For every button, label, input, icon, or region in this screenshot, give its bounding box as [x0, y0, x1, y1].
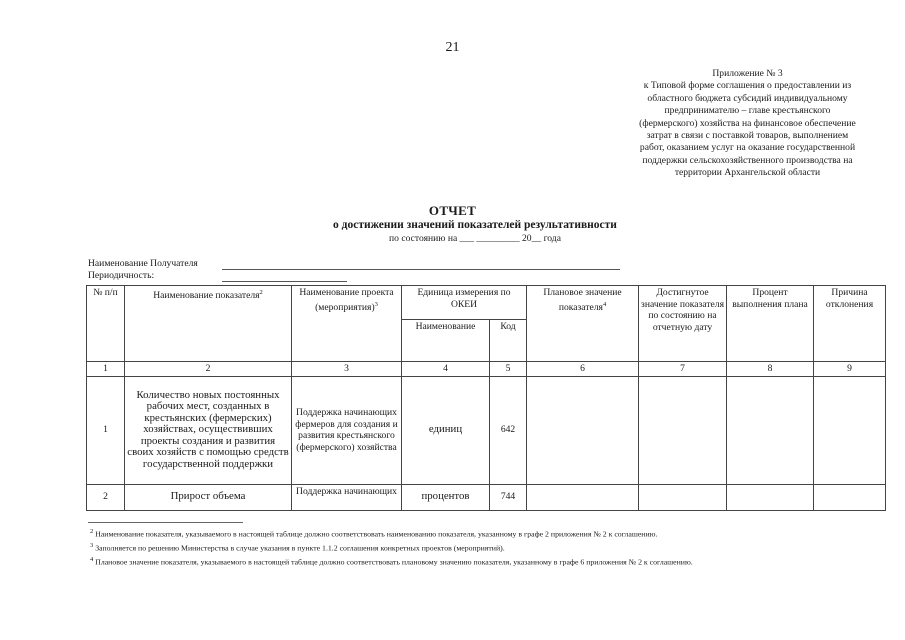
header-unit-name: Наименование	[402, 320, 490, 362]
table-row	[87, 376, 886, 484]
report-date-line: по состоянию на ___ _________ 20__ года	[389, 233, 561, 244]
appendix-line: предпринимателю – главе крестьянского	[664, 105, 831, 117]
header-indicator: Наименование показателя$^2$	[125, 286, 292, 362]
header-achieved: Достигнутое значение показателя по состоянию на отчетную дату	[639, 286, 727, 362]
column-number: 6	[527, 362, 639, 377]
header-project: Наименование проекта (мероприятия)$^3$	[292, 286, 402, 362]
row-achieved[interactable]	[639, 484, 727, 510]
column-numbers-row	[87, 362, 886, 377]
appendix-line: территории Архангельской области	[674, 167, 821, 179]
row-project-text: Поддержка начинающих	[296, 485, 397, 497]
column-number: 9	[814, 362, 886, 377]
header-planned: Плановое значение показателя$^4$	[527, 286, 639, 362]
footnote: $^3$ Заполняется по решению Министерства в случае указания в пункте 1.1.2 соглашения конкретных проектов (мероприятий).	[90, 542, 505, 553]
appendix-line: работ, оказанием услуг на оказание государственной	[639, 142, 856, 154]
footnote: $^4$ Плановое значение показателя, указываемого в настоящей таблице должно соответствовать плановому значению показателя, указанному в графе 6 приложения № 2 к соглашению.	[90, 556, 693, 567]
table-header-row	[87, 286, 886, 320]
appendix-header	[615, 68, 880, 180]
header-num: № п/п	[87, 286, 125, 362]
column-number: 8	[727, 362, 814, 377]
column-number: 7	[639, 362, 727, 377]
row-unit-name: единиц	[402, 376, 490, 484]
row-reason[interactable]	[814, 484, 886, 510]
row-num: 1	[87, 376, 125, 484]
appendix-line: к Типовой форме соглашения о предоставлении из	[643, 80, 852, 92]
header-percent: Процент выполнения плана	[727, 286, 814, 362]
recipient-label: Наименование Получателя	[88, 258, 198, 269]
appendix-line: (фермерского) хозяйства на финансовое обеспечение	[639, 117, 856, 129]
appendix-line: затрат в связи с поставкой товаров, выполнением	[646, 130, 849, 142]
appendix-title: Приложение № 3	[712, 68, 783, 79]
row-unit-code: 642	[490, 376, 527, 484]
page-number: 21	[445, 40, 460, 55]
results-table	[86, 285, 886, 511]
report-subtitle: о достижении значений показателей результативности	[333, 219, 617, 231]
footnote-divider	[88, 522, 243, 523]
header-unit: Единица измерения по ОКЕИ	[402, 286, 527, 320]
row-indicator: Прирост объема	[125, 484, 292, 510]
header-unit-code: Код	[490, 320, 527, 362]
row-percent[interactable]	[727, 376, 814, 484]
row-unit-name: процентов	[402, 484, 490, 510]
column-number: 4	[402, 362, 490, 377]
row-unit-code: 744	[490, 484, 527, 510]
row-reason[interactable]	[814, 376, 886, 484]
column-number: 3	[292, 362, 402, 377]
header-reason: Причина отклонения	[814, 286, 886, 362]
appendix-line: областного бюджета субсидий индивидуальному	[647, 92, 848, 104]
footnote: $^2$ Наименование показателя, указываемого в настоящей таблице должно соответствовать наименованию показателя, указанному в графе 2 приложения № 2 к соглашению.	[90, 528, 658, 539]
periodicity-label: Периодичность:	[88, 270, 155, 281]
appendix-line: поддержки сельскохозяйственного производства на	[642, 154, 853, 166]
row-percent[interactable]	[727, 484, 814, 510]
row-planned[interactable]	[527, 376, 639, 484]
report-title: ОТЧЕТ	[428, 203, 477, 218]
periodicity-field[interactable]	[222, 281, 347, 282]
row-planned[interactable]	[527, 484, 639, 510]
row-achieved[interactable]	[639, 376, 727, 484]
table-row	[87, 484, 886, 510]
column-number: 1	[87, 362, 125, 377]
recipient-field[interactable]	[222, 269, 620, 270]
column-number: 2	[125, 362, 292, 377]
row-num: 2	[87, 484, 125, 510]
row-indicator: Количество новых постоянных рабочих мест, созданных в крестьянских (фермерских) хозяйствах, осуществивших проекты создания и развития своих хозяйств с помощью средств государственной поддержки	[125, 376, 292, 484]
column-number: 5	[490, 362, 527, 377]
row-project: Поддержка начинающих фермеров для создания и развития крестьянского (фермерского) хозяйства	[292, 376, 402, 484]
row-project	[292, 484, 402, 510]
